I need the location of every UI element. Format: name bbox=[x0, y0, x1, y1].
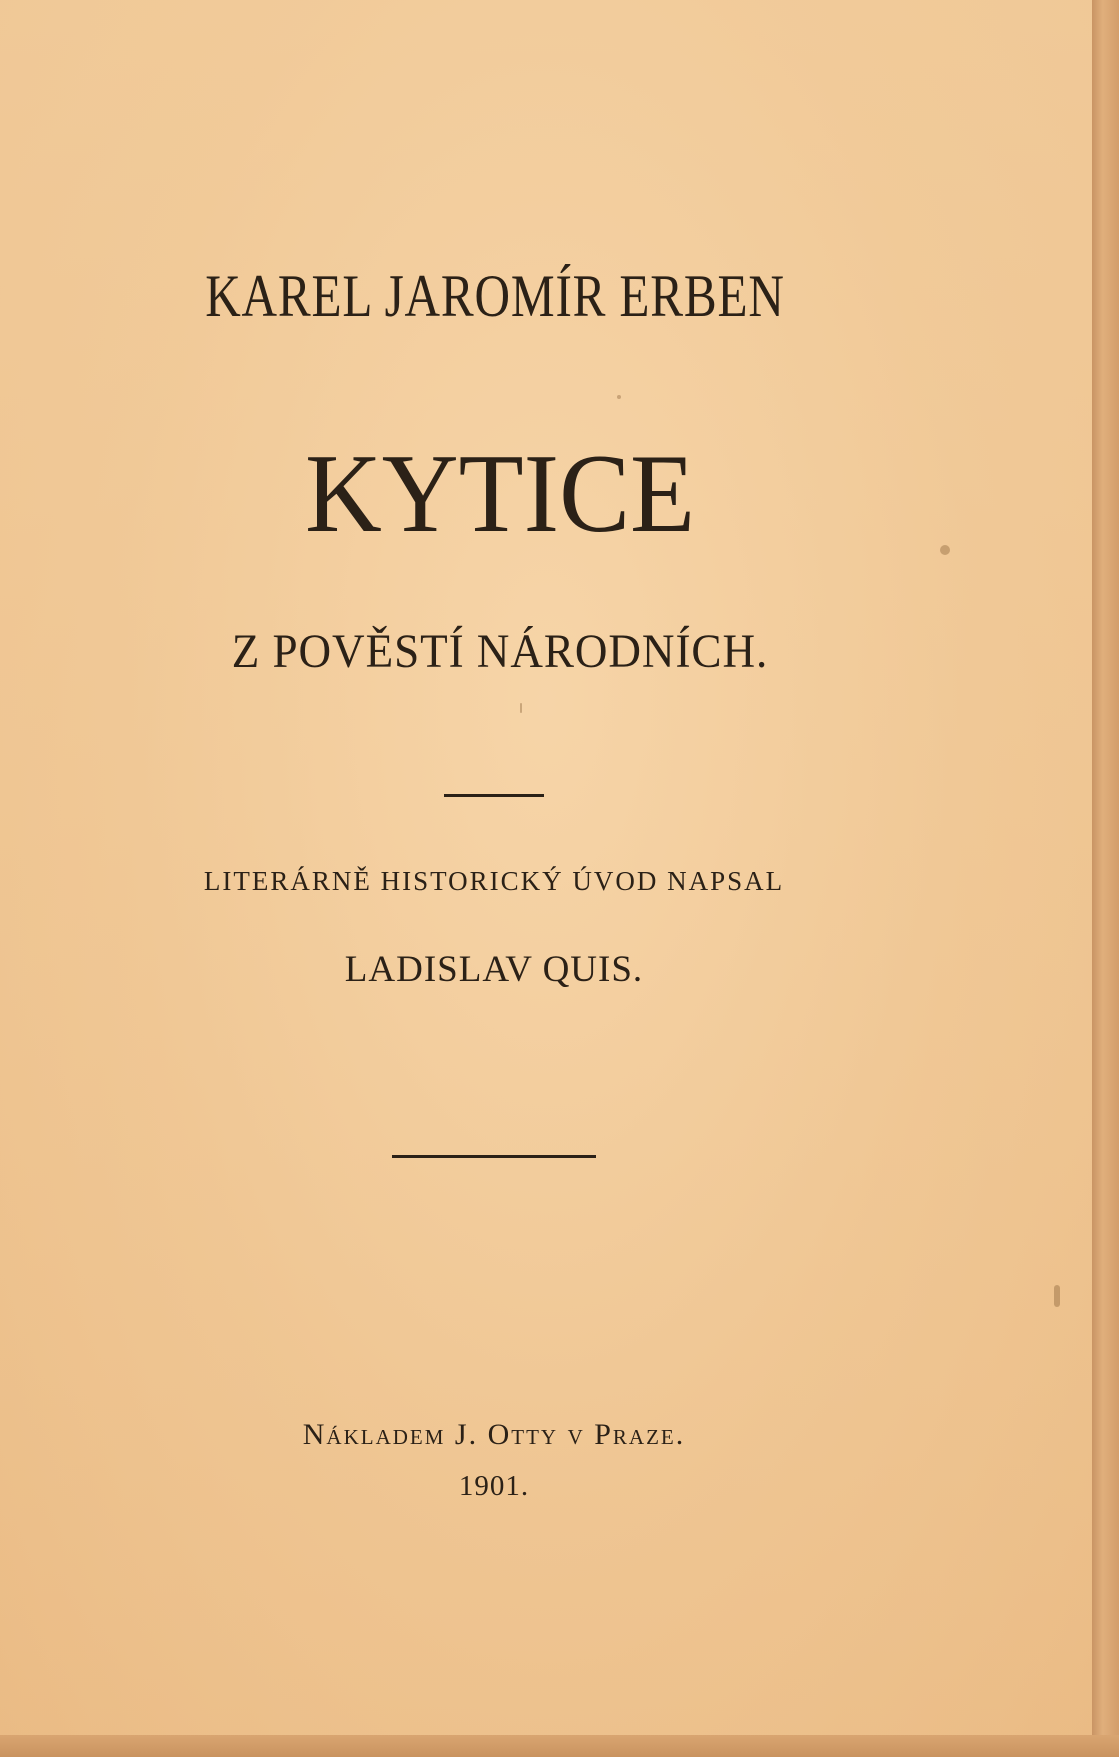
paper-speck bbox=[1054, 1285, 1060, 1307]
publisher-imprint: Nákladem J. Otty v Praze. bbox=[302, 1418, 686, 1451]
divider-rule-top bbox=[444, 794, 544, 797]
editor-name: LADISLAV QUIS. bbox=[344, 949, 644, 990]
paper-speck bbox=[617, 395, 621, 399]
page-bottom-edge bbox=[0, 1735, 1119, 1757]
page-edge bbox=[1092, 0, 1119, 1757]
paper-speck bbox=[940, 545, 950, 555]
publication-year: 1901. bbox=[458, 1470, 530, 1502]
book-subtitle: Z POVĚSTÍ NÁRODNÍCH. bbox=[231, 625, 769, 678]
book-title: KYTICE bbox=[304, 432, 696, 556]
introduction-credit: LITERÁRNĚ HISTORICKÝ ÚVOD NAPSAL bbox=[203, 866, 785, 896]
divider-rule-bottom bbox=[392, 1155, 596, 1158]
paper-speck bbox=[520, 703, 522, 713]
author-name: KAREL JAROMÍR ERBEN bbox=[205, 263, 785, 329]
